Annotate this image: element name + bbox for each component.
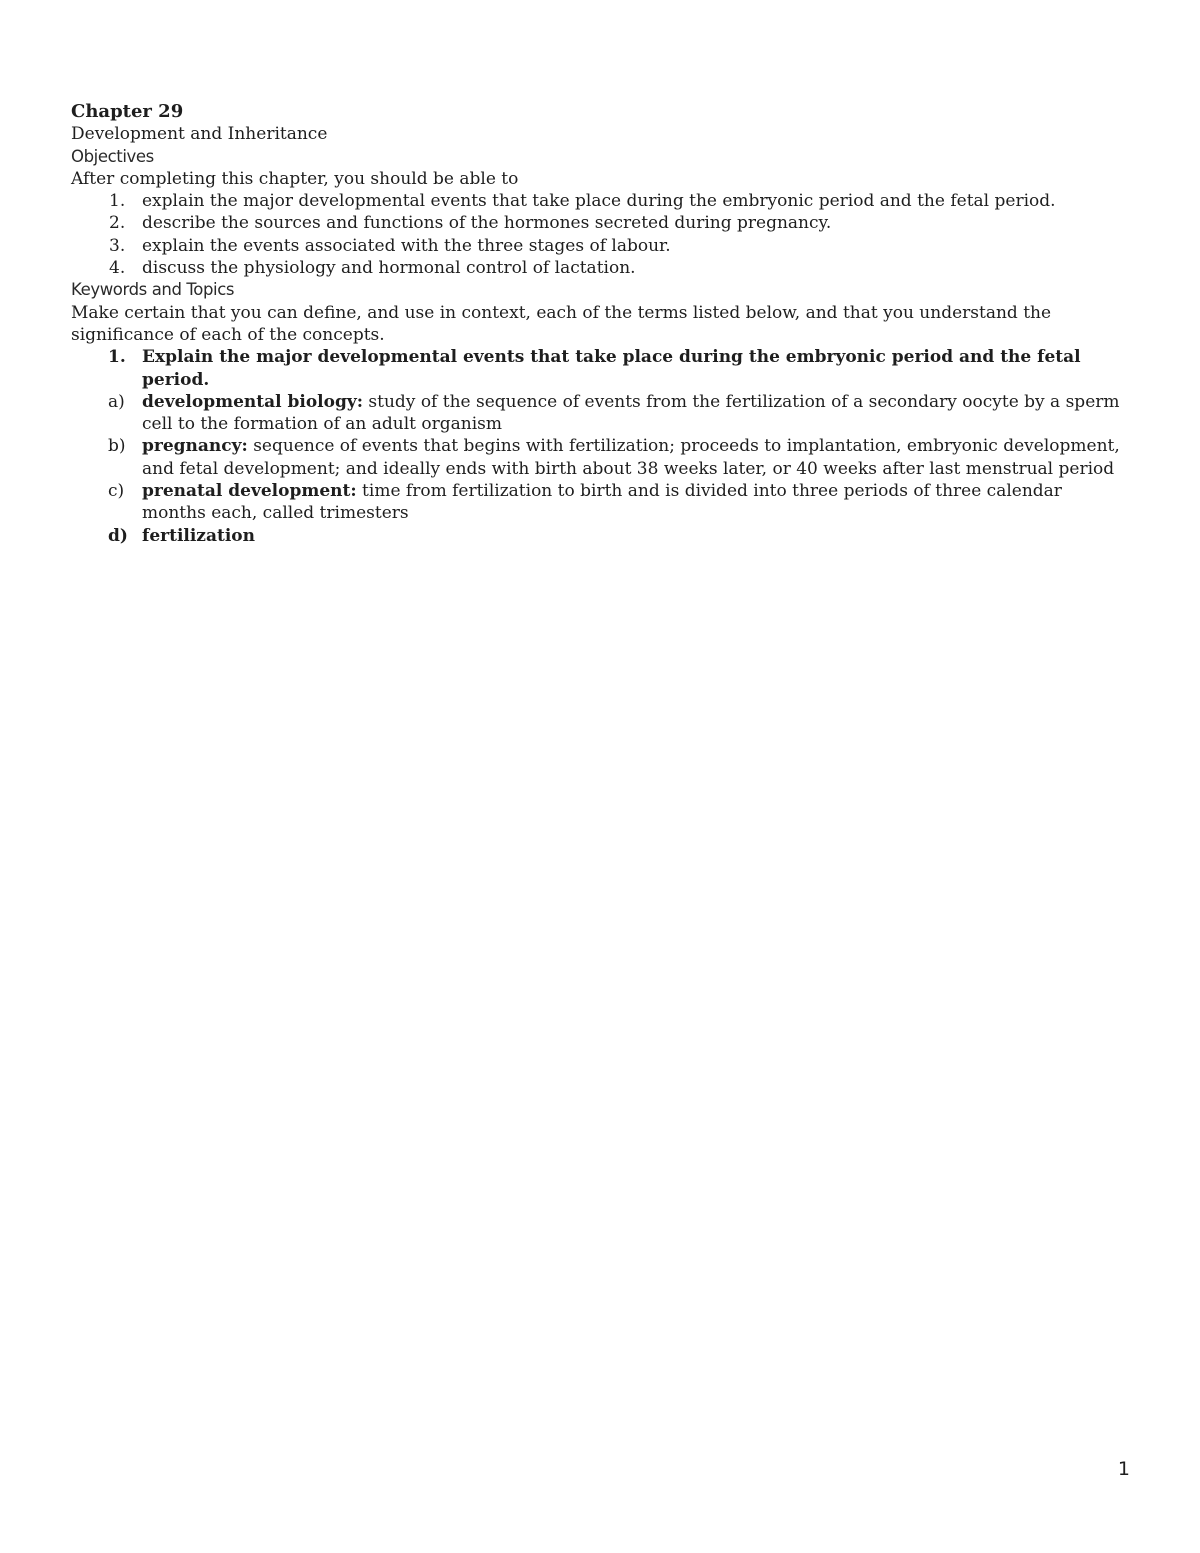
list-item bbox=[71, 190, 1131, 212]
term-marker: a) bbox=[108, 391, 125, 412]
list-item-text: describe the sources and functions of the hormones secreted during pregnancy. bbox=[142, 213, 832, 234]
term-name: pregnancy: bbox=[142, 436, 248, 457]
page-number: 1 bbox=[1117, 1458, 1130, 1480]
list-number: 1. bbox=[109, 191, 126, 212]
chapter-title: Chapter 29 bbox=[71, 101, 184, 122]
list-item bbox=[71, 212, 1131, 234]
list-item bbox=[71, 235, 1131, 257]
list-number: 2. bbox=[109, 213, 126, 234]
list-item-text: explain the events associated with the three stages of labour. bbox=[142, 235, 671, 256]
term-name: developmental biology: bbox=[142, 391, 364, 412]
objectives-list bbox=[71, 190, 1131, 279]
term-marker: d) bbox=[108, 525, 128, 546]
list-item bbox=[71, 257, 1131, 279]
keywords-intro: Make certain that you can define, and use in context, each of the terms listed below, and that you understand the significance of each of the concepts. bbox=[71, 302, 1052, 345]
term-definition: time from fertilization to birth and is divided into three periods of three calendar months each, called trimesters bbox=[142, 481, 1062, 524]
section-heading bbox=[71, 346, 1131, 391]
term-marker: c) bbox=[108, 481, 125, 502]
term-item bbox=[71, 525, 1131, 547]
term-definition: sequence of events that begins with fertilization; proceeds to implantation, embryonic development, and fetal development; and ideally ends with birth about 38 weeks later, or 40 weeks after last menstrual period bbox=[142, 436, 1120, 479]
list-number: 4. bbox=[109, 258, 126, 279]
objectives-intro: After completing this chapter, you should be able to bbox=[71, 168, 519, 189]
term-marker: b) bbox=[108, 436, 126, 457]
keywords-heading: Keywords and Topics bbox=[71, 280, 235, 300]
term-item bbox=[71, 480, 1131, 525]
term-item bbox=[71, 391, 1131, 436]
list-number: 3. bbox=[109, 235, 126, 256]
term-name: fertilization bbox=[142, 525, 255, 546]
keywords-list bbox=[71, 346, 1131, 547]
objectives-heading: Objectives bbox=[71, 146, 154, 166]
list-item-text: discuss the physiology and hormonal control of lactation. bbox=[142, 258, 636, 279]
section-heading-text: Explain the major developmental events that take place during the embryonic period and the fetal period. bbox=[142, 347, 1081, 390]
term-item bbox=[71, 435, 1131, 480]
chapter-subtitle: Development and Inheritance bbox=[71, 124, 328, 145]
term-definition: study of the sequence of events from the fertilization of a secondary oocyte by a sperm cell to the formation of an adult organism bbox=[142, 391, 1120, 435]
page-content bbox=[71, 101, 1131, 547]
term-name: prenatal development: bbox=[142, 481, 357, 502]
list-item-text: explain the major developmental events that take place during the embryonic period and the fetal period. bbox=[142, 191, 1056, 212]
section-number: 1. bbox=[108, 347, 126, 368]
